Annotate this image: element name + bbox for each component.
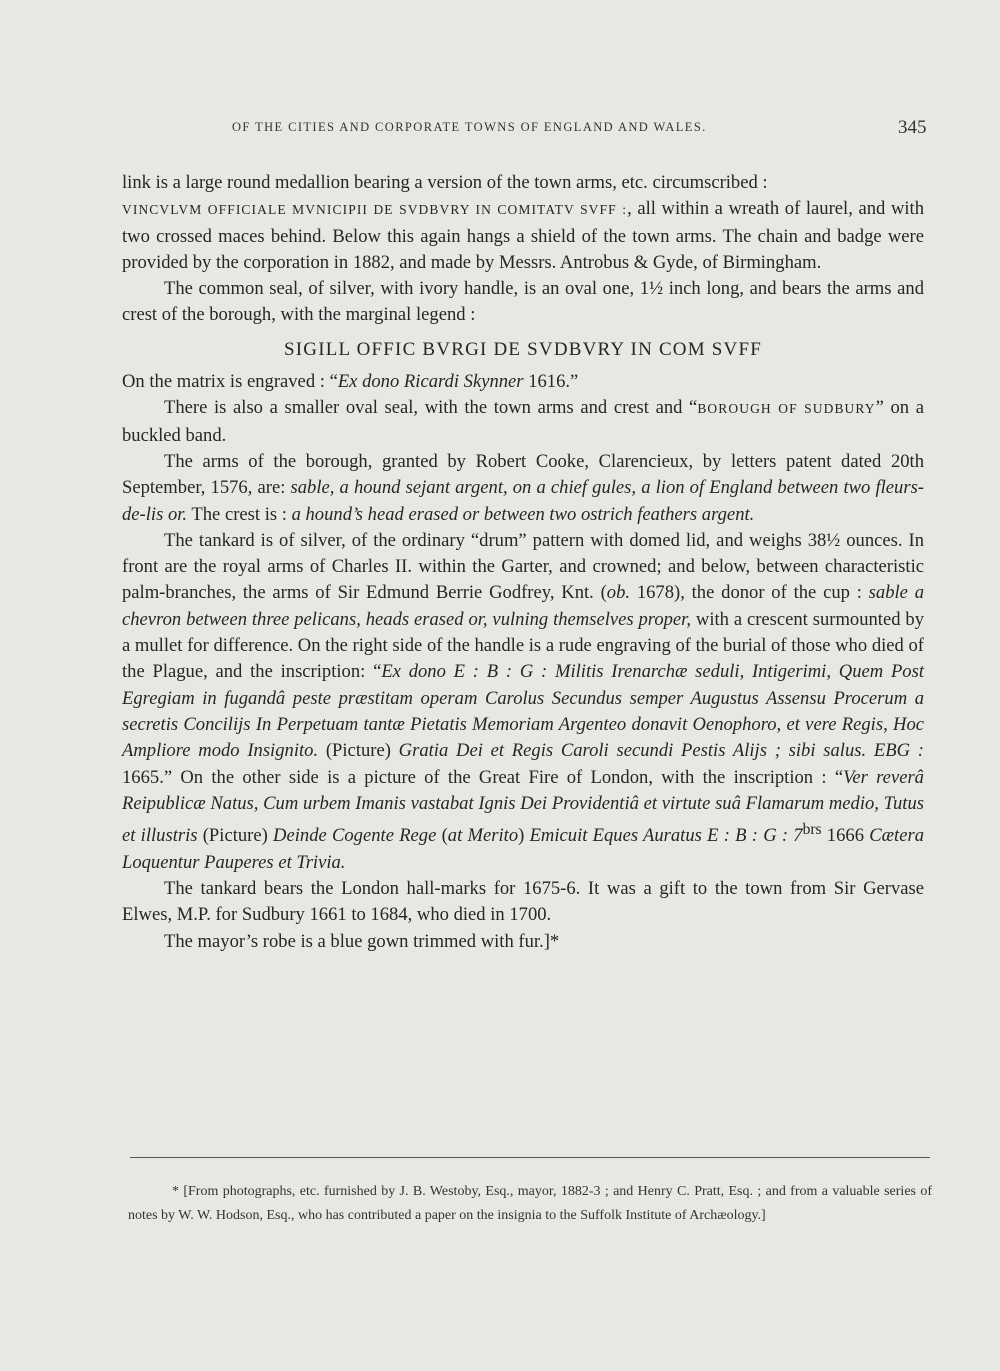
seal-legend: SIGILL OFFIC BVRGI DE SVDBVRY IN COM SVFF [284, 338, 762, 360]
paragraph-arms [122, 449, 924, 528]
text-run: (Picture) [318, 740, 399, 762]
paragraph-tankard [122, 528, 924, 876]
text-run: The common seal, of silver, with ivory handle, is an oval one, 1½ inch long, and bears the arms and crest of the borough, with the marginal legend : [122, 278, 924, 326]
text-run: ) [518, 825, 530, 847]
text-run: (Picture) [197, 825, 274, 847]
paragraph-hallmarks [122, 876, 924, 929]
running-head: OF THE CITIES AND CORPORATE TOWNS OF ENGLAND AND WALES. [232, 120, 707, 134]
text-run: 1666 [821, 825, 870, 847]
footnote [128, 1180, 932, 1227]
medallion-inscription: VINCVLVM OFFICIALE MVNICIPII DE SVDBVRY IN COMITATV SVFF : [122, 202, 628, 218]
italic-text: sable a chevron between three pelicans, heads erased or, vulning themselves proper, [122, 582, 925, 630]
text-run: 1665.” On the other side is a picture of the Great Fire of London, with the inscription : “ [122, 766, 844, 788]
text-run: link is a large round medallion bearing a version of the town arms, etc. circumscribed : [122, 172, 768, 193]
body-text [122, 170, 924, 955]
footnote-rule [130, 1157, 930, 1158]
italic-text: a hound’s head erased or between two ostrich feathers argent. [291, 503, 755, 525]
italic-text: Ex dono Ricardi Skynner [337, 371, 524, 393]
band-inscription: BOROUGH OF SUDBURY [697, 401, 876, 417]
text-run: On the matrix is engraved : “ [122, 371, 338, 393]
paragraph-robe [122, 929, 924, 955]
paragraph-common-seal [122, 276, 924, 329]
footnote-text: * [From photographs, etc. furnished by J. B. Westoby, Esq., mayor, 1882-3 ; and Henry C. Pratt, Esq. ; and from a valuable series of notes by W. W. Hodson, Esq., who has contributed a paper on the insignia to the Suffolk Institute of Archæology.] [128, 1184, 932, 1223]
text-run: 1678), the donor of the cup : [630, 582, 869, 604]
text-run: The crest is : [187, 503, 292, 525]
italic-text: Emicuit Eques Auratus E : B : G : 7 [529, 825, 803, 847]
italic-text: Gratia Dei et Regis Caroli secundi Pestis Alijs ; sibi salus. EBG : [398, 740, 924, 762]
text-run: There is also a smaller oval seal, with the town arms and crest and “ [164, 397, 698, 419]
text-run: , all within a wreath of laurel, and with two crossed maces behind. Below this again hangs a shield of the town arms. The chain and badge were provided by the corporation in 1882, and made by Messrs. Antrobus & Gyde, of Birmingham. [122, 198, 924, 273]
paragraph-smaller-seal [122, 395, 924, 449]
text-run: ( [436, 825, 448, 847]
paragraph-medallion [122, 170, 924, 276]
italic-text: ob. [606, 582, 631, 604]
italic-text: at Merito [447, 825, 519, 847]
superscript: brs [802, 821, 822, 839]
italic-text: Cætera Loquentur Pauperes et Trivia. [122, 825, 925, 873]
text-run: with a crescent surmounted by a mullet for difference. On the right side of the handle is a rude engraving of the burial of those who died of the Plague, and the inscription: “ [122, 608, 924, 683]
page-number: 345 [898, 117, 927, 138]
text-run: ” on a buckled band. [122, 397, 924, 446]
text-run: The arms of the borough, granted by Robert Cooke, Clarencieux, by letters patent dated 20th September, 1576, are: [122, 450, 924, 499]
text-run: The tankard is of silver, of the ordinary “drum” pattern with domed lid, and weighs 38½ ounces. In front are the royal arms of Charles II. within the Garter, and crowned; and below, between characteristic palm-branches, the arms of Sir Edmund Berrie Godfrey, Knt. ( [122, 529, 924, 604]
text-run: 1616.” [523, 371, 579, 393]
italic-text: Ex dono E : B : G : Militis Irenarchæ seduli, Intigerimi, Quem Post Egregiam in fugandâ peste præstitam operam Carolus Secundus semper Augustus Assensu Procerum a secretis Concilijs In Perpetuam tantæ Pietatis Memoriam Argenteo donavit Oenophoro, et vere Regis, Hoc Ampliore modo Insignito. [122, 661, 924, 762]
italic-text: Ver reverâ Reipublicæ Natus, Cum urbem Imanis vastabat Ignis Dei Providentiâ et virtute suâ Flamarum medio, Tutus et illustris [122, 766, 924, 847]
text-run: The tankard bears the London hall-marks for 1675-6. It was a gift to the town from Sir Gervase Elwes, M.P. for Sudbury 1661 to 1684, who died in 1700. [122, 877, 924, 926]
italic-text: Deinde Cogente Rege [273, 825, 437, 847]
text-run: The mayor’s robe is a blue gown trimmed with fur.]* [164, 930, 560, 952]
paragraph-matrix [122, 369, 924, 395]
italic-text: sable, a hound sejant argent, on a chief gules, a lion of England between two fleurs-de-lis or. [122, 477, 924, 525]
